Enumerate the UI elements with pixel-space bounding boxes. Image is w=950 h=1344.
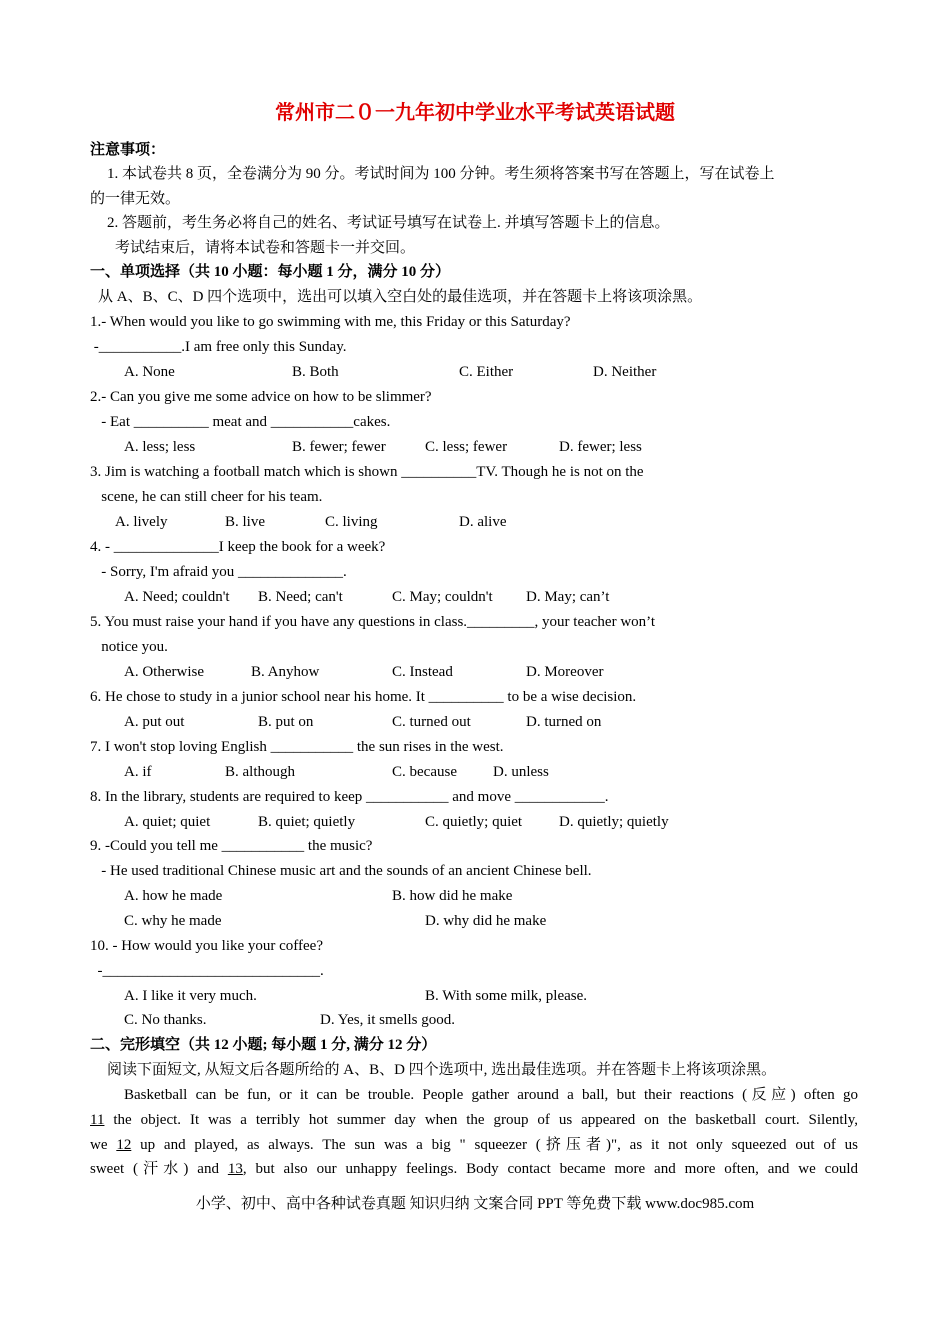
passage-line-4 [90, 1159, 858, 1179]
option-d: D. May; can’t [526, 589, 610, 605]
q9-option-a: A. how he made [124, 888, 223, 904]
option-c: C. because [392, 764, 457, 780]
option-b: B. quiet; quietly [258, 814, 356, 830]
q10-option-b: B. With some milk, please. [425, 988, 588, 1004]
option-d: D. turned on [526, 714, 602, 730]
passage-text: the object. It was a terribly hot summer day when the group of us appeared on the basketball court. Silently, [104, 1112, 858, 1128]
option-d: D. fewer; less [559, 439, 642, 455]
q9-option-d: D. why did he make [425, 913, 547, 929]
q9-answer-line: - He used traditional Chinese music art and the sounds of an ancient Chinese bell. [90, 863, 592, 879]
q9-option-b: B. how did he make [392, 888, 513, 904]
section2-heading: 二、完形填空（共 12 小题; 每小题 1 分, 满分 12 分） [90, 1037, 437, 1053]
option-c: C. living [325, 514, 378, 530]
q9-option-c: C. why he made [124, 913, 222, 929]
option-a: A. if [124, 764, 152, 780]
question-line: -___________.I am free only this Sunday. [90, 339, 347, 355]
option-c: C. Instead [392, 664, 453, 680]
section1-instruction: 从 A、B、C、D 四个选项中，选出可以填入空白处的最佳选项，并在答题卡上将该项涂黑。 [98, 289, 703, 305]
question-line: - Sorry, I'm afraid you ______________. [90, 564, 347, 580]
page-title: 常州市二０一九年初中学业水平考试英语试题 [275, 102, 675, 124]
option-b: B. Need; can't [258, 589, 343, 605]
question-stem: 4. - ______________I keep the book for a week? [90, 539, 386, 555]
question-line: - Eat __________ meat and ___________cakes. [90, 414, 391, 430]
passage-text: , but also our unhappy feelings. Body contact became more and more often, and we could [242, 1161, 858, 1177]
notes-line-4: 考试结束后，请将本试卷和答题卡一并交回。 [115, 240, 416, 256]
option-a: A. put out [124, 714, 185, 730]
question-stem: 1.- When would you like to go swimming with me, this Friday or this Saturday? [90, 314, 571, 330]
blank-13: 13 [227, 1161, 243, 1177]
option-a: A. quiet; quiet [124, 814, 211, 830]
option-c: C. turned out [392, 714, 471, 730]
question-line: notice you. [90, 639, 168, 655]
option-b: B. fewer; fewer [292, 439, 386, 455]
q10-option-c: C. No thanks. [124, 1012, 207, 1028]
passage-text: Basketball can be fun, or it can be trouble. People gather around a ball, but their reactions (反应) often go [124, 1087, 858, 1103]
option-c: C. May; couldn't [392, 589, 493, 605]
question-line: scene, he can still cheer for his team. [90, 489, 323, 505]
option-c: C. less; fewer [425, 439, 508, 455]
option-d: D. quietly; quietly [559, 814, 669, 830]
question-stem: 2.- Can you give me some advice on how to be slimmer? [90, 389, 432, 405]
notes-line-2: 的一律无效。 [90, 191, 181, 207]
passage-line-2 [90, 1110, 858, 1130]
q10-answer-line: -_____________________________. [90, 963, 324, 979]
q10-option-d: D. Yes, it smells good. [320, 1012, 456, 1028]
option-a: A. less; less [124, 439, 196, 455]
blank-11: 11 [90, 1112, 105, 1128]
option-d: D. unless [493, 764, 549, 780]
passage-text: we [90, 1137, 117, 1153]
passage-text: up and played, as always. The sun was a big " squeezer (挤压者)", as it not only squeezed out of us [131, 1137, 858, 1153]
question-stem: 3. Jim is watching a football match which is shown __________TV. Though he is not on the [90, 464, 644, 480]
option-d: D. alive [459, 514, 507, 530]
option-a: A. None [124, 364, 175, 380]
notes-line-3: 2. 答题前，考生务必将自己的姓名、考试证号填写在试卷上. 并填写答题卡上的信息。 [107, 215, 670, 231]
question-stem: 7. I won't stop loving English ___________ the sun rises in the west. [90, 739, 504, 755]
option-b: B. Anyhow [251, 664, 320, 680]
passage-text: sweet (汗水) and [90, 1161, 228, 1177]
option-d: D. Moreover [526, 664, 604, 680]
q10-option-a: A. I like it very much. [124, 988, 257, 1004]
passage-line-3 [90, 1135, 858, 1155]
question-stem: 6. He chose to study in a junior school near his home. It __________ to be a wise decision. [90, 689, 637, 705]
q10-stem: 10. - How would you like your coffee? [90, 938, 323, 954]
option-b: B. put on [258, 714, 314, 730]
question-stem: 5. You must raise your hand if you have any questions in class._________, your teacher won’t [90, 614, 656, 630]
option-a: A. Need; couldn't [124, 589, 230, 605]
option-b: B. live [225, 514, 265, 530]
option-b: B. Both [292, 364, 339, 380]
passage-line-1 [90, 1085, 858, 1105]
blank-12: 12 [116, 1137, 132, 1153]
option-b: B. although [225, 764, 295, 780]
question-stem: 8. In the library, students are required to keep ___________ and move ____________. [90, 789, 609, 805]
notes-line-1: 1. 本试卷共 8 页，全卷满分为 90 分。考试时间为 100 分钟。考生须将答案书写在答题上，写在试卷上 [107, 166, 775, 182]
option-a: A. Otherwise [124, 664, 204, 680]
option-c: C. quietly; quiet [425, 814, 523, 830]
notes-heading: 注意事项： [90, 142, 166, 158]
footer-text: 小学、初中、高中各种试卷真题 知识归纳 文案合同 PPT 等免费下载 www.doc985.com [195, 1196, 755, 1212]
option-a: A. lively [115, 514, 168, 530]
option-d: D. Neither [593, 364, 657, 380]
q9-stem: 9. -Could you tell me ___________ the music? [90, 838, 373, 854]
section2-instruction: 阅读下面短文, 从短文后各题所给的 A、B、D 四个选项中, 选出最佳选项。并在答题卡上将该项涂黑。 [107, 1062, 777, 1078]
option-c: C. Either [459, 364, 514, 380]
section1-heading: 一、单项选择（共 10 小题：每小题 1 分，满分 10 分） [90, 264, 451, 280]
